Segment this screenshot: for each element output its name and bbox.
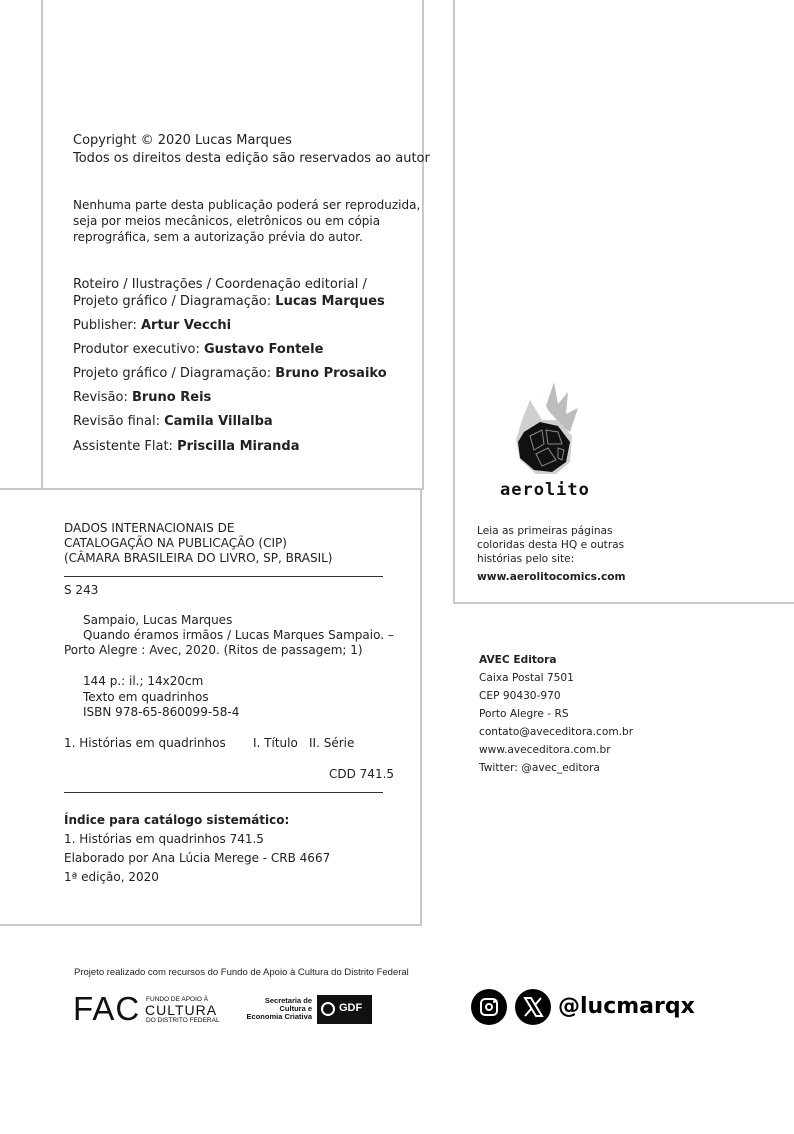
fac-sub: FUNDO DE APOIO À bbox=[146, 996, 209, 1003]
avec-site-link[interactable]: www.aveceditora.com.br bbox=[479, 744, 611, 756]
credit-roteiro-line1: Roteiro / Ilustrações / Coordenação editorial / bbox=[73, 277, 367, 292]
credit-revisao: Revisão: Bruno Reis bbox=[73, 390, 212, 405]
avec-email-link[interactable]: contato@aveceditora.com.br bbox=[479, 726, 634, 738]
fac-logo: FAC bbox=[73, 990, 141, 1027]
cip-index-item: 1. Histórias em quadrinhos 741.5 bbox=[64, 832, 264, 846]
avec-address: CEP 90430-970 bbox=[479, 690, 561, 702]
cip-serie: II. Série bbox=[309, 736, 355, 750]
gdf-text: GDF bbox=[339, 1002, 363, 1014]
credit-projeto: Projeto gráfico / Diagramação: Bruno Prosaiko bbox=[73, 366, 387, 381]
credit-assistente: Assistente Flat: Priscilla Miranda bbox=[73, 439, 300, 454]
secretaria-label: Cultura e bbox=[279, 1004, 312, 1013]
cip-index-title: Índice para catálogo sistemático: bbox=[64, 813, 290, 827]
x-twitter-icon[interactable] bbox=[515, 989, 551, 1025]
cip-header: (CÂMARA BRASILEIRA DO LIVRO, SP, BRASIL) bbox=[64, 551, 333, 565]
aerolito-logo: aerolito bbox=[500, 480, 590, 500]
divider bbox=[64, 792, 383, 793]
divider bbox=[64, 576, 383, 577]
notice-line: Nenhuma parte desta publicação poderá ser reproduzida, bbox=[73, 198, 421, 212]
cip-header: CATALOGAÇÃO NA PUBLICAÇÃO (CIP) bbox=[64, 536, 287, 550]
cip-pages: 144 p.: il.; 14x20cm bbox=[83, 674, 204, 688]
cip-author: Sampaio, Lucas Marques bbox=[83, 613, 233, 627]
cip-elaborado: Elaborado por Ana Lúcia Merege - CRB 4667 bbox=[64, 851, 331, 865]
cip-header: DADOS INTERNACIONAIS DE bbox=[64, 521, 235, 535]
social-handle[interactable]: @lucmarqx bbox=[558, 994, 695, 1019]
funding-note: Projeto realizado com recursos do Fundo de Apoio à Cultura do Distrito Federal bbox=[74, 967, 409, 978]
avec-city: Porto Alegre - RS bbox=[479, 708, 569, 720]
cip-subject: 1. Histórias em quadrinhos bbox=[64, 736, 226, 750]
credit-produtor: Produtor executivo: Gustavo Fontele bbox=[73, 342, 324, 357]
cip-title: Quando éramos irmãos / Lucas Marques Sampaio. – bbox=[83, 628, 394, 642]
avec-address: Caixa Postal 7501 bbox=[479, 672, 574, 684]
cip-cdd: CDD 741.5 bbox=[329, 767, 395, 781]
avec-twitter: Twitter: @avec_editora bbox=[479, 762, 600, 774]
fac-sub: CULTURA bbox=[145, 1002, 218, 1018]
rights-line: Todos os direitos desta edição são reservados ao autor bbox=[73, 151, 430, 166]
credit-publisher: Publisher: Artur Vecchi bbox=[73, 318, 232, 333]
instagram-icon[interactable] bbox=[471, 989, 507, 1025]
promo-url-link[interactable]: www.aerolitocomics.com bbox=[477, 571, 626, 583]
gdf-emblem-icon bbox=[321, 1002, 335, 1016]
cip-title: Porto Alegre : Avec, 2020. (Ritos de passagem; 1) bbox=[64, 643, 363, 657]
aerolito-meteor-icon bbox=[508, 380, 580, 480]
avec-name: AVEC Editora bbox=[479, 654, 557, 666]
notice-line: reprográfica, sem a autorização prévia do autor. bbox=[73, 230, 363, 244]
secretaria-label: Economia Criativa bbox=[246, 1012, 312, 1021]
cip-titulo: I. Título bbox=[253, 736, 298, 750]
secretaria-label: Secretaria de bbox=[264, 996, 312, 1005]
credit-revisao-final: Revisão final: Camila Villalba bbox=[73, 414, 273, 429]
copyright-line: Copyright © 2020 Lucas Marques bbox=[73, 133, 292, 148]
promo-line: Leia as primeiras páginas bbox=[477, 525, 613, 537]
cip-code: S 243 bbox=[64, 583, 99, 597]
credit-roteiro-line2: Projeto gráfico / Diagramação: Lucas Marques bbox=[73, 294, 385, 309]
promo-line: histórias pelo site: bbox=[477, 553, 575, 565]
gdf-logo bbox=[317, 995, 372, 1024]
cip-isbn: ISBN 978-65-860099-58-4 bbox=[83, 705, 240, 719]
cip-edicao: 1ª edição, 2020 bbox=[64, 870, 159, 884]
cip-type: Texto em quadrinhos bbox=[83, 690, 209, 704]
notice-line: seja por meios mecânicos, eletrônicos ou em cópia bbox=[73, 214, 381, 228]
promo-line: coloridas desta HQ e outras bbox=[477, 539, 625, 551]
fac-sub: DO DISTRITO FEDERAL bbox=[146, 1017, 220, 1024]
promo-panel bbox=[453, 0, 794, 604]
